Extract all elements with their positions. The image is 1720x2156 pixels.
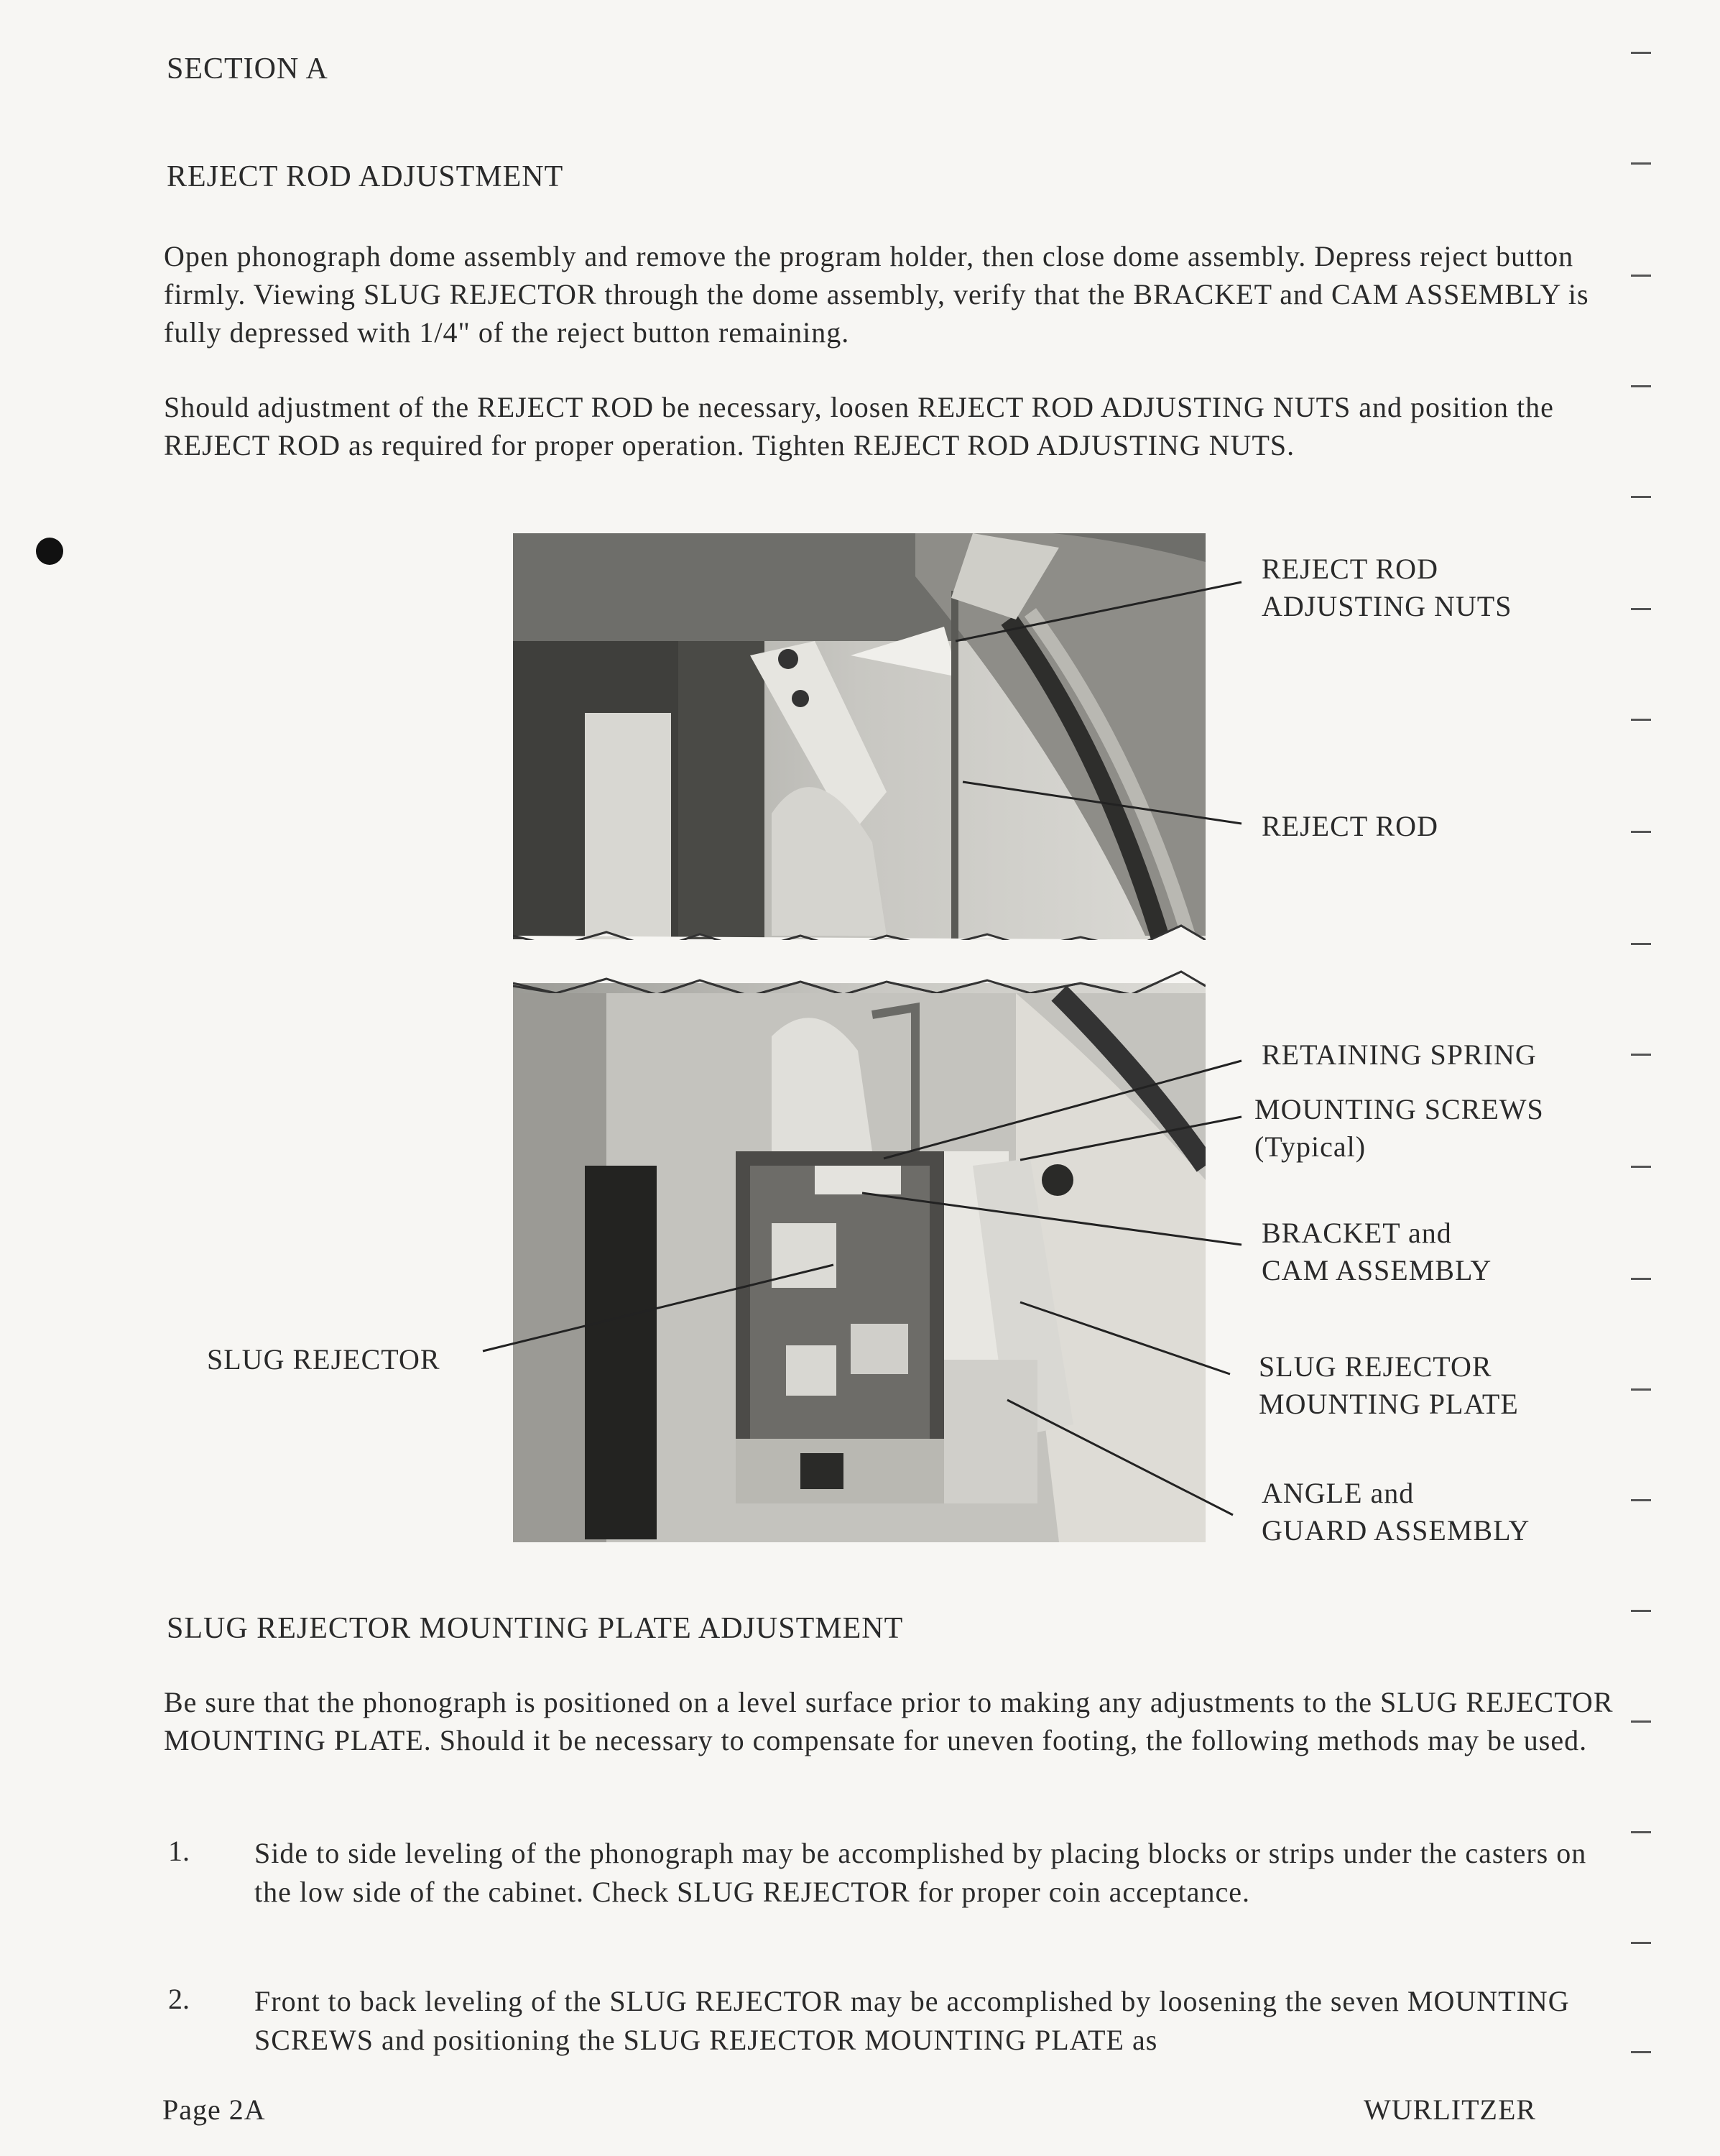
reject-rod-paragraph-1: Open phonograph dome assembly and remove the program holder, then close dome assembly. Depress reject button firmly. Viewing SLUG REJECTOR through the dome assembly, verify that the BRACKET and CAM ASSEMBLY is fully depressed with 1/4" of the reject button remaining. (164, 240, 1589, 349)
label-slug-rejector-mounting-plate (1259, 1348, 1519, 1423)
label-mounting-screws (1254, 1091, 1544, 1166)
label-line: GUARD ASSEMBLY (1262, 1514, 1530, 1547)
label-line: ANGLE and (1262, 1477, 1415, 1509)
list-item-number: 1. (168, 1835, 190, 1867)
label-bracket-cam-assembly (1262, 1215, 1492, 1289)
label-retaining-spring: RETAINING SPRING (1262, 1038, 1537, 1071)
label-line: ADJUSTING NUTS (1262, 590, 1512, 622)
label-line: MOUNTING SCREWS (1254, 1093, 1544, 1125)
label-reject-rod-adjusting-nuts (1262, 550, 1512, 625)
label-line: MOUNTING PLATE (1259, 1388, 1519, 1420)
label-line: CAM ASSEMBLY (1262, 1254, 1492, 1286)
label-reject-rod: REJECT ROD (1262, 810, 1438, 842)
label-slug-rejector: SLUG REJECTOR (207, 1343, 440, 1376)
list-item-number: 2. (168, 1983, 190, 2015)
reject-rod-paragraph-2: Should adjustment of the REJECT ROD be necessary, loosen REJECT ROD ADJUSTING NUTS and position the REJECT ROD as required for proper operation. Tighten REJECT ROD ADJUSTING NUTS. (164, 391, 1554, 461)
footer-brand: WURLITZER (1364, 2093, 1537, 2126)
reject-rod-heading: REJECT ROD ADJUSTMENT (167, 160, 564, 193)
section-title: SECTION A (167, 52, 328, 86)
label-line: SLUG REJECTOR (1259, 1350, 1492, 1383)
plate-adjustment-heading: SLUG REJECTOR MOUNTING PLATE ADJUSTMENT (167, 1612, 904, 1645)
list-item-text: Side to side leveling of the phonograph may be accomplished by placing blocks or strips under the casters on the low side of the cabinet. Check SLUG REJECTOR for proper coin acceptance. (254, 1837, 1587, 1908)
plate-adjustment-paragraph: Be sure that the phonograph is positioned on a level surface prior to making any adjustments to the SLUG REJECTOR MOUNTING PLATE. Should it be necessary to compensate for uneven footing, the following methods may be used. (164, 1686, 1614, 1756)
list-item-text: Front to back leveling of the SLUG REJECTOR may be accomplished by loosening the seven MOUNTING SCREWS and positioning the SLUG REJECTOR MOUNTING PLATE as (254, 1985, 1570, 2056)
label-angle-guard-assembly (1262, 1475, 1530, 1549)
label-line: BRACKET and (1262, 1217, 1452, 1249)
label-line: REJECT ROD (1262, 553, 1438, 585)
page-number: Page 2A (162, 2093, 266, 2126)
label-line: (Typical) (1254, 1130, 1367, 1163)
